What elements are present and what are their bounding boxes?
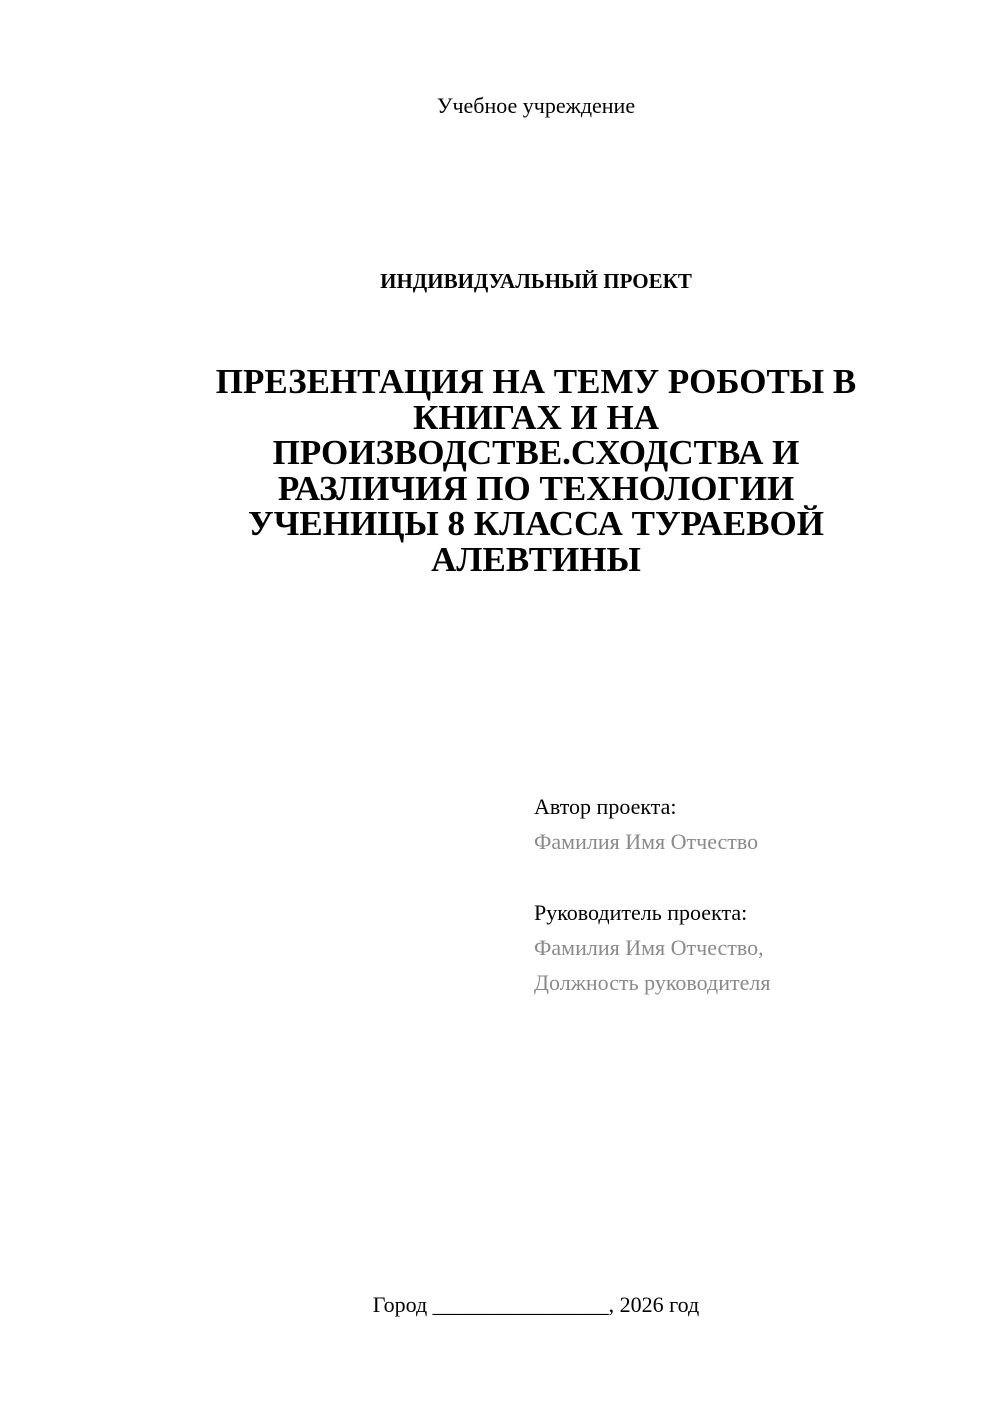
institution-name: Учебное учреждение	[436, 93, 636, 118]
project-title-line: КНИГАХ И НА	[412, 397, 660, 437]
project-title	[160, 364, 912, 577]
project-title-line: ПРОИЗВОДСТВЕ.СХОДСТВА И	[272, 433, 800, 472]
author-name-placeholder: Фамилия Имя Отчество	[534, 829, 759, 854]
project-title-line: УЧЕНИЦЫ 8 КЛАССА ТУРАЕВОЙ	[248, 504, 824, 543]
supervisor-position-placeholder: Должность руководителя	[534, 970, 771, 995]
credits-spacer	[534, 859, 974, 895]
project-title-line: РАЗЛИЧИЯ ПО ТЕХНОЛОГИИ	[277, 468, 795, 508]
project-type-heading: ИНДИВИДУАЛЬНЫЙ ПРОЕКТ	[380, 269, 692, 293]
author-label: Автор проекта:	[534, 794, 677, 819]
city-year-line: Город ________________, 2026 год	[372, 1292, 700, 1317]
project-title-line: ПРЕЗЕНТАЦИЯ НА ТЕМУ РОБОТЫ В	[215, 362, 857, 401]
supervisor-name-placeholder: Фамилия Имя Отчество,	[534, 935, 764, 960]
supervisor-label: Руководитель проекта:	[534, 900, 748, 925]
project-title-line: АЛЕВТИНЫ	[431, 539, 641, 579]
credits-block	[534, 789, 974, 1000]
